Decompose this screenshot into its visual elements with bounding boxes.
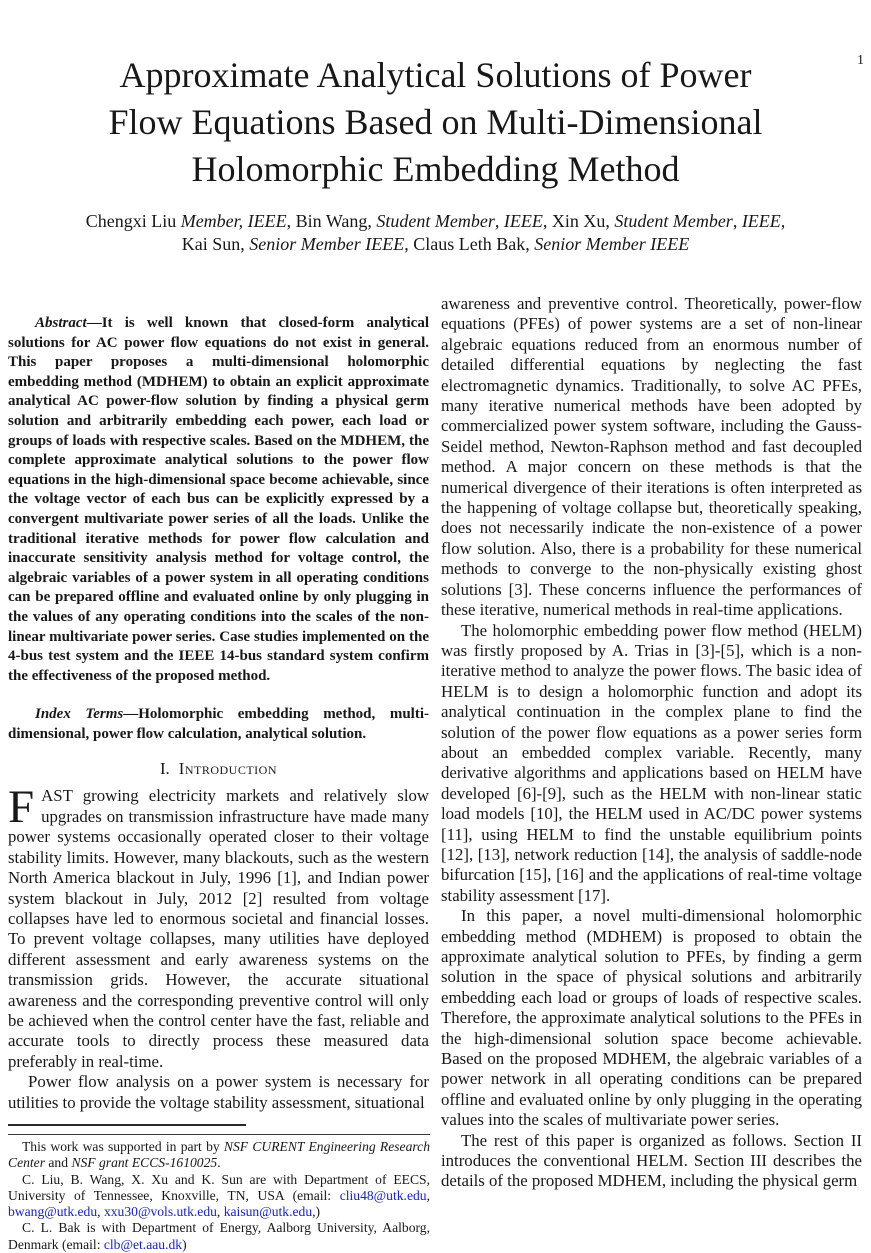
support-grant-name: NSF CURENT Engineering Research Center: [8, 1139, 430, 1171]
section-heading-introduction: [8, 758, 429, 779]
support-text: This work was supported in part by: [22, 1139, 224, 1154]
author-line-1: [0, 210, 871, 233]
author-title: Student Member: [614, 211, 733, 231]
support-text: .: [217, 1155, 221, 1171]
author-line-2: [0, 233, 871, 256]
author-title: Member, IEEE: [180, 211, 287, 231]
email-link[interactable]: bwang@utk.edu: [8, 1204, 98, 1220]
affiliation-text: ,: [426, 1187, 430, 1203]
author-title: IEEE: [503, 211, 543, 231]
footnote-column-rule: [8, 1134, 430, 1135]
index-terms-text: —Holomorphic embedding method, multi-dimensional, power flow calculation, analytical solution.: [8, 706, 430, 742]
support-grant-number: NSF grant ECCS-1610025: [71, 1155, 218, 1171]
footnote-block: [8, 1124, 430, 1253]
paper-title: [20, 52, 851, 193]
author-separator: ,: [780, 211, 786, 231]
right-paragraph-1: awareness and preventive control. Theoretically, power-flow equations (PFEs) of power systems are a set of non-linear algebraic equations reduced from an enormous number of detailed differential equations by neglecting the fast electromagnetic dynamics. Traditionally, to solve AC PFEs, many iterative numerical methods have been adopted by commercialized power system software, including the Gauss-Seidel method, Newton-Raphson method and fast decoupled method. A major concern on these methods is that the numerical divergence of their iterations is often interpreted as the happening of voltage collapse but, theoretically speaking, does not necessarily indicate the non-existence of a power flow solution. Also, there is a probability for these numerical methods to converge to the non-physically existing ghost solutions [3]. These concerns influence the performances of these iterative, numerical methods in real-time applications.: [441, 294, 862, 620]
footnote-affiliation-1: [8, 1172, 430, 1221]
intro-paragraph-2: Power flow analysis on a power system is necessary for utilities to provide the voltage stability assessment, situational: [8, 1072, 429, 1112]
email-link[interactable]: cliu48@utk.edu: [339, 1187, 427, 1203]
author-name: , Bin Wang,: [286, 211, 377, 231]
footnote-affiliation-2: [8, 1220, 430, 1253]
right-paragraph-4: The rest of this paper is organized as follows. Section II introduces the conventional HELM. Section III describes the details of the proposed MDHEM, including the physical germ: [441, 1130, 862, 1191]
index-terms-label: Index Terms: [35, 706, 124, 723]
author-list: [0, 210, 871, 256]
section-title: Introduction: [178, 759, 278, 779]
intro-paragraph-1-text: AST growing electricity markets and relatively slow upgrades on transmission infrastructure have made many power systems occasionally operated closer to their voltage stability limits. However, many blackouts, such as the western North America blackout in July, 1996 [1], and Indian power system blackout in July, 2012 [2] resulted from voltage collapses have led to enormous societal and financial losses. To prevent voltage collapses, many utilities have deployed different assessment and early awareness systems on the transmission grids. However, the accurate situational awareness and the corresponding preventive control will only be achieved when the control center have the fast, reliable and accurate tools to directly process these measured data preferably in real-time.: [8, 786, 429, 1071]
abstract-text: —It is well known that closed-form analytical solutions for AC power flow equations do not exist in general. This paper proposes a multi-dimensional holomorphic embedding method (MDHEM) to obtain an explicit approximate analytical AC power-flow solution by finding a physical germ solution and arbitrarily embedding each power, each load or groups of loads with respective scales. Based on the MDHEM, the complete approximate analytical solutions to the power flow equations in the high-dimensional space become achievable, since the voltage vector of each bus can be explicitly expressed by a convergent multivariate power series of all the loads. Unlike the traditional iterative methods for power flow calculation and inaccurate sensitivity analysis method for voltage control, the algebraic variables of a power system in all operating conditions can be prepared offline and evaluated online by only plugging in the values of any operating conditions into the scales of the non-linear multivariate power series. Case studies implemented on the 4-bus test system and the IEEE 14-bus standard system confirm the effectiveness of the proposed method.: [8, 315, 429, 684]
title-line-3: Holomorphic Embedding Method: [191, 149, 680, 189]
drop-cap: F: [8, 781, 35, 834]
author-separator: ,: [494, 211, 504, 231]
affiliation-text: ,): [312, 1204, 321, 1220]
intro-paragraph-1: [8, 781, 429, 1072]
right-column: [441, 294, 862, 1192]
email-link[interactable]: kaisun@utk.edu: [223, 1204, 313, 1220]
right-paragraph-2: The holomorphic embedding power flow method (HELM) was firstly proposed by A. Trias in [3]-[5], which is a non-iterative method to analyze the power flows. The basic idea of HELM is to design a holomorphic function and adopt its analytical continuation in the complex plane to find the solution of the power flow equations as a power series form about an embedded complex variable. Recently, many derivative algorithms and applications based on HELM have developed [6]-[9], such as the HELM with non-linear static load models [10], the HELM used in AC/DC power systems [11], using HELM to find the unstable equilibrium points [12], [13], network reduction [14], the analysis of saddle-node bifurcation [15], [16] and the applications of real-time voltage stability assessment [17].: [441, 620, 862, 905]
email-link[interactable]: clb@et.aau.dk: [103, 1236, 183, 1252]
affiliation-text: ): [182, 1236, 187, 1252]
author-name: , Claus Leth Bak,: [404, 234, 535, 254]
right-paragraph-3: In this paper, a novel multi-dimensional holomorphic embedding method (MDHEM) is proposed to obtain the approximate analytical solution to PFEs, by finding a germ solution in the space of physical solutions and arbitrarily embedding each load or groups of loads of respective scales. Therefore, the approximate analytical solutions to the PFEs in the high-dimensional solution space become achievable. Based on the proposed MDHEM, the algebraic variables of a power network in all operating conditions can be prepared offline and evaluated online by only plugging in the operating values into the scales of multivariate power series.: [441, 906, 862, 1130]
author-name: , Xin Xu,: [542, 211, 615, 231]
author-title: IEEE: [741, 211, 781, 231]
title-line-2: Flow Equations Based on Multi-Dimensional: [108, 102, 763, 142]
section-number: I.: [159, 759, 170, 779]
abstract-label: Abstract: [35, 315, 87, 331]
author-separator: ,: [732, 211, 742, 231]
two-column-body: [0, 294, 871, 1192]
affiliation-text: ,: [97, 1204, 104, 1220]
author-title: Senior Member IEEE: [534, 234, 690, 254]
author-name: Chengxi Liu: [85, 211, 181, 231]
abstract: [8, 314, 429, 686]
author-name: Kai Sun,: [181, 234, 250, 254]
email-link[interactable]: xxu30@vols.utk.edu: [103, 1204, 217, 1220]
affiliation-text: ,: [216, 1204, 224, 1220]
left-column: [8, 294, 429, 1192]
affiliation-text: C. Liu, B. Wang, X. Xu and K. Sun are with Department of EECS, University of Tennessee, Knoxville, TN, USA (email:: [8, 1171, 430, 1203]
title-line-1: Approximate Analytical Solutions of Power: [119, 55, 752, 95]
index-terms: [8, 705, 429, 744]
affiliation-text: C. L. Bak is with Department of Energy, Aalborg University, Aalborg, Denmark (email:: [8, 1220, 430, 1252]
author-title: Senior Member IEEE: [249, 234, 405, 254]
footnote-support: [8, 1139, 430, 1172]
author-title: Student Member: [376, 211, 495, 231]
support-text: and: [45, 1155, 72, 1171]
paper-page: [0, 52, 871, 1252]
page-number: 1: [857, 53, 864, 68]
footnote-separator-rule: [8, 1124, 246, 1126]
